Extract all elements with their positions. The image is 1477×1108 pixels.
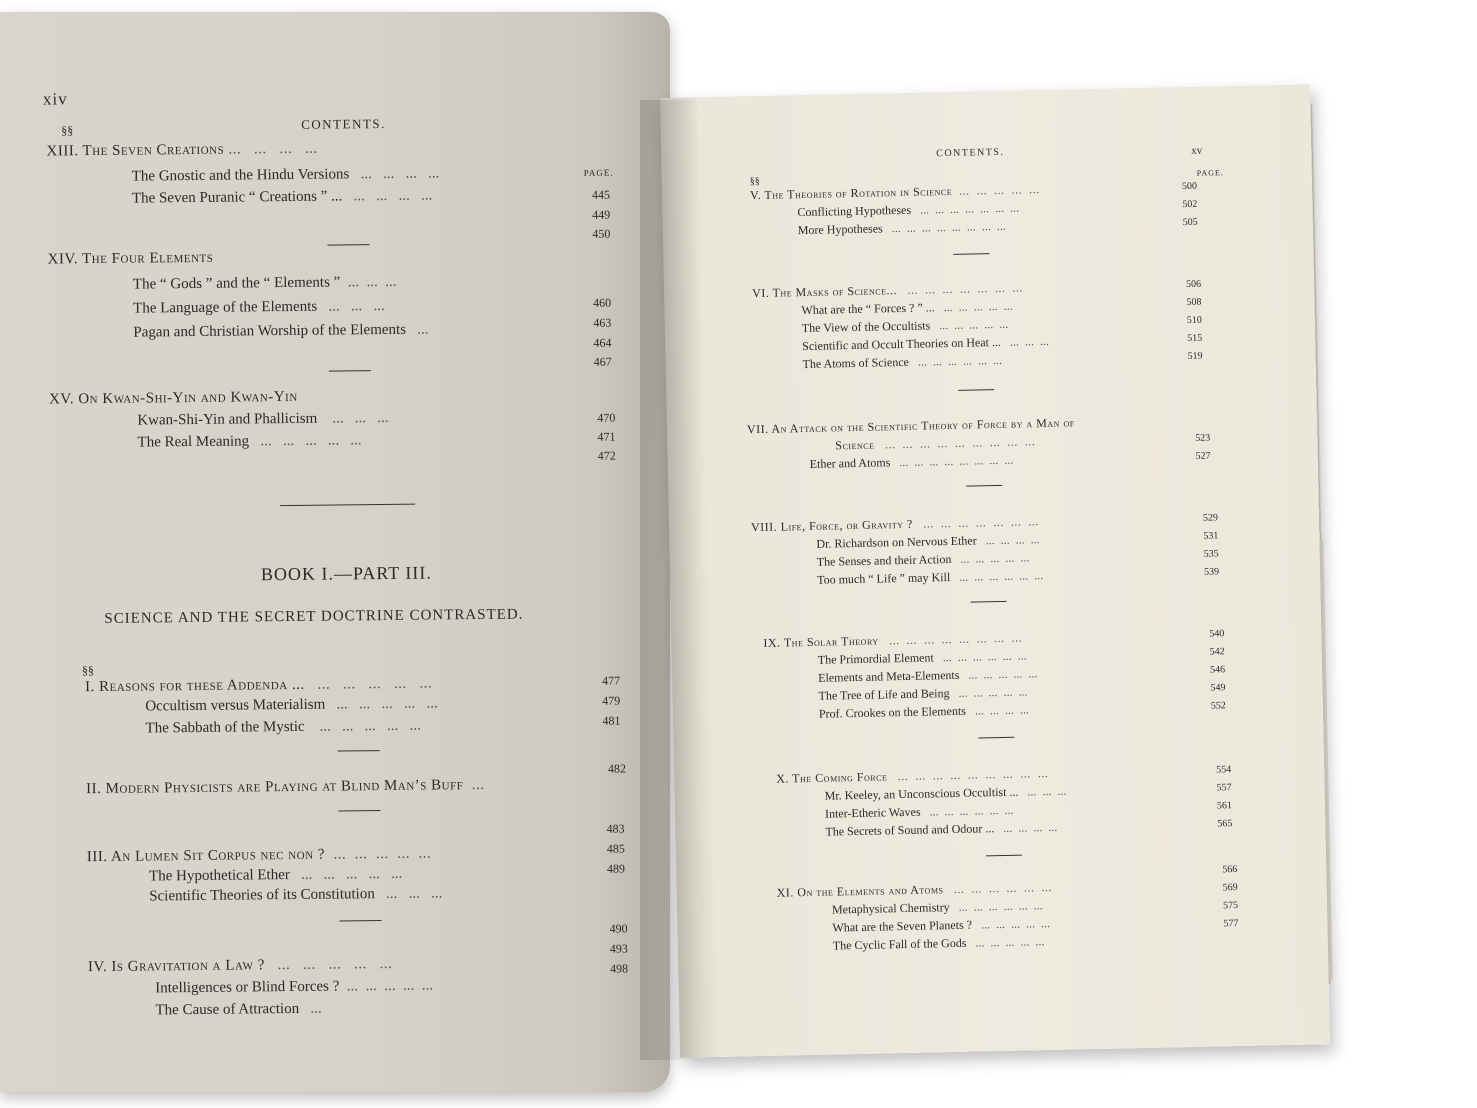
page-num: 502 [1182, 198, 1198, 211]
page-num: 542 [1209, 646, 1225, 658]
toc-entry-viii: VIII. Life, Force, or Gravity ? ... ... ... ... ... ... ... [750, 514, 1039, 535]
toc-entry-ix: IX. The Solar Theory ... ... ... ... ... ... ... ... [763, 630, 1023, 650]
page-num: 464 [593, 335, 612, 350]
toc-sub: What are the Seven Planets ? ... ... ... ... ... [832, 916, 1051, 935]
toc-entry-v: V. The Theories of Rotation in Science ... ... ... ... ... [749, 182, 1040, 203]
right-page [660, 84, 1330, 1057]
page-num: 485 [606, 841, 625, 856]
page-num: 508 [1186, 296, 1202, 309]
toc-sub: Prof. Crookes on the Elements ... ... ... ... [818, 702, 1030, 721]
page-num: 481 [602, 713, 621, 728]
toc-sub: Scientific Theories of its Constitution ... ... ... [149, 885, 443, 905]
page-num: 557 [1216, 782, 1232, 794]
section-mark: §§ [61, 123, 74, 138]
page-num: 467 [593, 354, 612, 369]
page-num: 449 [592, 207, 611, 222]
toc-entry-vi: VI. The Masks of Science... ... ... ... ... ... ... ... [751, 280, 1024, 301]
page-num: 471 [597, 429, 616, 444]
toc-sub: The Language of the Elements ... ... ... [133, 297, 385, 317]
book-subtitle: SCIENCE AND THE SECRET DOCTRINE CONTRASTED. [104, 606, 524, 627]
divider [338, 810, 380, 811]
contents-header-left: CONTENTS. [301, 115, 386, 132]
toc-sub: The Atoms of Science ... ... ... ... ... ... [802, 352, 1003, 372]
toc-sub: Elements and Meta-Elements ... ... ... ... ... [818, 666, 1038, 685]
toc-entry-ii: II. Modern Physicists are Playing at Blind Man’s Buff ... [86, 776, 485, 798]
book-title: BOOK I.—PART III. [260, 562, 432, 585]
divider [966, 485, 1002, 487]
toc-entry-vii: VII. An Attack on the Scientific Theory of Force by a Man of [746, 415, 1075, 437]
toc-sub: Dr. Richardson on Nervous Ether ... ... ... ... [816, 532, 1040, 551]
toc-sub: The Hypothetical Ether ... ... ... ... ... [148, 865, 403, 885]
section-mark: §§ [81, 663, 94, 678]
section-mark: §§ [749, 175, 760, 188]
toc-entry-iii: III. An Lumen Sit Corpus nec non ? ... ... ... ... ... [86, 845, 432, 866]
contents-header-right: CONTENTS. [936, 146, 1005, 160]
toc-sub: The Secrets of Sound and Odour ... ... ... ... ... [825, 819, 1058, 839]
page-num: 535 [1203, 548, 1219, 560]
page-num: 546 [1209, 664, 1226, 676]
toc-sub: Pagan and Christian Worship of the Elements ... [133, 321, 429, 341]
divider [978, 737, 1014, 739]
toc-sub: Ether and Atoms ... ... ... ... ... ... ... ... [809, 452, 1014, 471]
toc-sub: Inter-Etheric Waves ... ... ... ... ... ... [824, 802, 1014, 821]
left-page [0, 12, 670, 1092]
page-num: 479 [602, 693, 621, 708]
toc-sub: The Primordial Element ... ... ... ... ... ... [817, 648, 1027, 667]
toc-sub: The Cause of Attraction ... [155, 1000, 322, 1019]
page-num: 477 [601, 673, 621, 688]
toc-sub: The Gnostic and the Hindu Versions ... ... ... ... [131, 165, 440, 185]
page-num: 523 [1195, 432, 1211, 444]
toc-entry-xi: XI. On the Elements and Atoms ... ... ... ... ... ... [776, 879, 1053, 900]
toc-sub: The Senses and their Action ... ... ... ... ... [816, 550, 1030, 569]
toc-sub: Intelligences or Blind Forces ? ... ... ... ... ... [155, 977, 434, 997]
toc-sub: Conflicting Hypotheses ... ... ... ... ... ... ... [797, 200, 1020, 220]
toc-sub: The View of the Occultists ... ... ... ... ... [801, 316, 1009, 336]
page-num: 472 [597, 448, 616, 463]
toc-sub: Mr. Keeley, an Unconscious Occultist ... ... ... ... [824, 783, 1067, 803]
divider [338, 750, 380, 751]
page-num: 527 [1195, 450, 1211, 462]
page-num: 561 [1216, 800, 1233, 812]
page-num: 463 [593, 315, 612, 330]
page-num: 510 [1186, 314, 1202, 327]
toc-entry-xiii: XIII. The Seven Creations ... ... ... ... [46, 140, 318, 160]
page-num: 460 [593, 295, 612, 310]
divider [958, 389, 994, 391]
page-num: 450 [592, 226, 611, 241]
page-num: 482 [607, 761, 627, 776]
page-num: 549 [1210, 682, 1226, 694]
toc-entry-xv: XV. On Kwan-Shi-Yin and Kwan-Yin [48, 388, 298, 408]
divider [953, 253, 989, 255]
divider-long [280, 504, 415, 506]
page-num: 493 [609, 941, 628, 956]
toc-sub: The Seven Puranic “ Creations ” ... ... ... ... ... [131, 187, 433, 207]
page-num: 552 [1210, 700, 1226, 712]
page-num: 519 [1187, 350, 1203, 363]
divider [986, 855, 1022, 857]
divider [971, 601, 1007, 603]
page-num: 566 [1222, 864, 1238, 876]
page-num: 498 [609, 961, 629, 976]
toc-sub: The Real Meaning ... ... ... ... ... [137, 432, 362, 451]
page-num: 506 [1185, 278, 1202, 291]
toc-sub: Too much “ Life ” may Kill ... ... ... ... ... ... [816, 568, 1044, 587]
toc-sub: The Cyclic Fall of the Gods ... ... ... ... ... [832, 934, 1045, 953]
page-num: 483 [606, 821, 625, 836]
page-num: 490 [609, 921, 628, 936]
divider [327, 244, 369, 245]
toc-entry-iv: IV. Is Gravitation a Law ? ... ... ... ... ... [87, 955, 393, 976]
toc-entry-vii-cont: Science ... ... ... ... ... ... ... ... ... [835, 434, 1036, 453]
toc-sub: What are the “ Forces ? ” ... ... ... ... ... ... [801, 298, 1013, 318]
page-num: 515 [1187, 332, 1203, 345]
page-num: 569 [1222, 882, 1238, 894]
page-label-right: PAGE. [1196, 168, 1224, 178]
page-num: 505 [1182, 216, 1198, 229]
page-label-left: PAGE. [583, 167, 614, 178]
toc-entry-x: X. The Coming Force ... ... ... ... ... ... ... ... ... [776, 766, 1049, 786]
divider [340, 920, 382, 921]
page-num: 540 [1209, 628, 1225, 640]
toc-sub: Scientific and Occult Theories on Heat ... ... ... ... [802, 333, 1050, 354]
toc-entry-i: I. Reasons for these Addenda ... ... ... ... ... ... [84, 675, 433, 696]
page-number-left: xiv [42, 89, 68, 109]
page-num: 470 [597, 410, 616, 425]
toc-sub: The “ Gods ” and the “ Elements ” ... ... ... [132, 273, 397, 293]
toc-sub: Kwan-Shi-Yin and Phallicism ... ... ... [137, 409, 389, 429]
toc-sub: More Hypotheses ... ... ... ... ... ... ... ... [797, 218, 1006, 238]
page-num: 577 [1223, 918, 1239, 930]
toc-entry-xiv: XIV. The Four Elements [47, 249, 214, 268]
divider [329, 370, 371, 371]
page-num: 529 [1202, 512, 1219, 524]
page-num: 539 [1203, 566, 1220, 578]
page-num: 445 [591, 187, 611, 202]
spine-shadow [640, 100, 700, 1060]
page-num: 565 [1217, 818, 1233, 830]
toc-sub: Metaphysical Chemistry ... ... ... ... ... ... [831, 898, 1043, 917]
toc-sub: Occultism versus Materialism ... ... ... ... ... [145, 695, 438, 715]
page-num: 575 [1222, 900, 1239, 912]
page-num: 554 [1216, 764, 1232, 776]
toc-sub: The Tree of Life and Being ... ... ... ... ... [818, 684, 1028, 703]
page-num: 500 [1181, 180, 1198, 193]
page-num: 489 [606, 861, 626, 876]
toc-sub: The Sabbath of the Mystic ... ... ... ... ... [145, 717, 421, 737]
page-num: 531 [1203, 530, 1219, 542]
page-number-right: xv [1191, 144, 1203, 157]
